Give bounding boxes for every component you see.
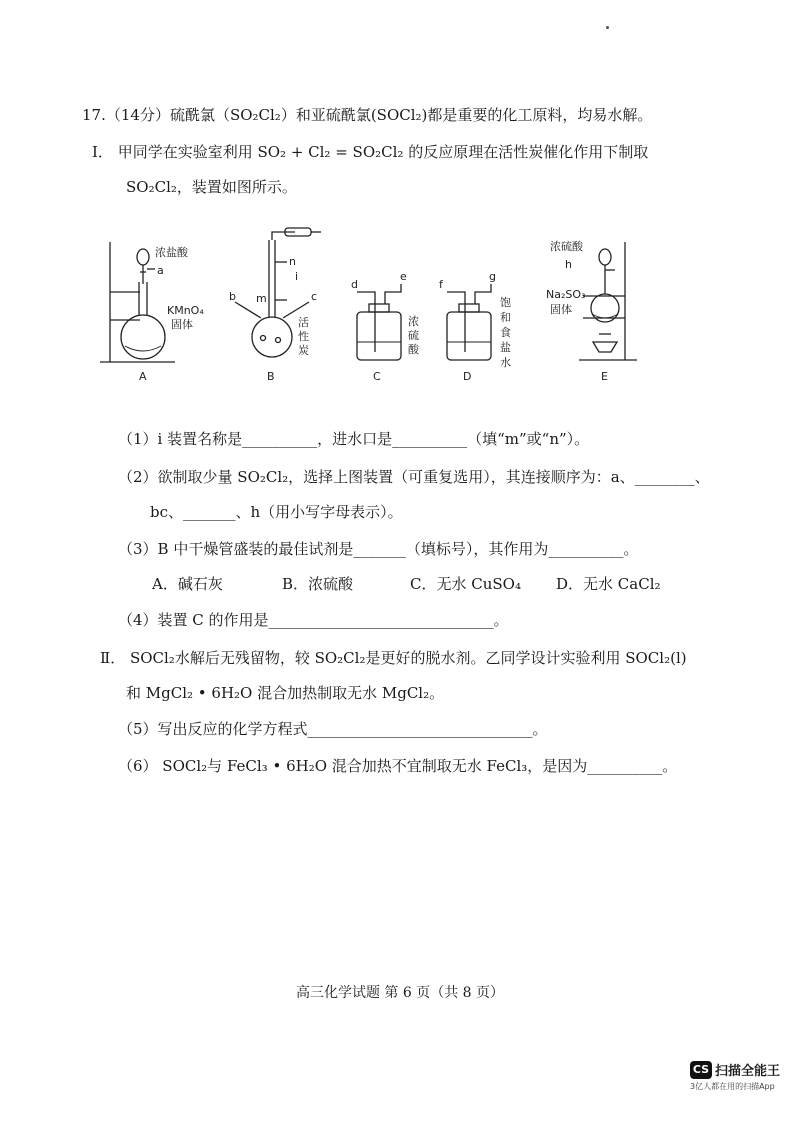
label-m: m	[256, 292, 267, 305]
label-nong: 浓	[408, 315, 419, 328]
apparatus-a	[100, 242, 175, 362]
label-i: i	[295, 270, 299, 283]
label-n: n	[289, 255, 296, 268]
scanner-name: 扫描全能王	[715, 1064, 781, 1079]
subquestion-2-line2: bc、_______、h（用小写字母表示）。	[150, 503, 403, 521]
part2-line2: 和 MgCl₂ • 6H₂O 混合加热制取无水 MgCl₂。	[126, 684, 445, 702]
label-b: b	[229, 290, 236, 303]
label-solid-a: 固体	[171, 318, 193, 331]
apparatus-c	[357, 284, 401, 360]
label-f: f	[439, 278, 443, 291]
question-head: 17.（14分）硫酰氯（SO₂Cl₂）和亚硫酰氯(SOCl₂)都是重要的化工原料，均易水解。	[82, 106, 653, 124]
subquestion-1: （1）i 装置名称是__________，进水口是__________（填“m”或“n”）。	[118, 430, 590, 448]
label-e-app: E	[601, 370, 608, 383]
label-g: g	[489, 270, 496, 283]
label-port-h: h	[565, 258, 572, 271]
subquestion-6: （6） SOCl₂与 FeCl₃ • 6H₂O 混合加热不宜制取无水 FeCl₃，是因为__________。	[118, 757, 678, 775]
page-footer: 高三化学试题 第 6 页（共 8 页）	[295, 985, 505, 1001]
label-c: c	[311, 290, 318, 303]
apparatus-figure	[95, 222, 655, 392]
label-conc-hcl: 浓盐酸	[155, 246, 188, 259]
subquestion-2-line1: （2）欲制取少量 SO₂Cl₂，选择上图装置（可重复选用），其连接顺序为：a、________、	[118, 468, 710, 486]
label-bao: 饱	[500, 296, 511, 309]
subquestion-3: （3）B 中干燥管盛装的最佳试剂是_______（填标号），其作用为__________。	[118, 540, 639, 558]
option-d: D．无水 CaCl₂	[556, 575, 661, 593]
scanner-tagline: 3亿人都在用的扫描App	[690, 1082, 775, 1091]
label-he: 和	[500, 311, 511, 324]
part1-intro-line1: Ⅰ． 甲同学在实验室利用 SO₂ + Cl₂ = SO₂Cl₂ 的反应原理在活性炭催化作用下制取	[92, 143, 649, 161]
label-d: d	[351, 278, 358, 291]
label-e: e	[400, 270, 407, 283]
label-solid-e: 固体	[550, 303, 572, 316]
option-a: A．碱石灰	[152, 575, 223, 593]
part2-line1: Ⅱ． SOCl₂水解后无残留物，较 SO₂Cl₂是更好的脱水剂。乙同学设计实验利用 SOCl₂(l)	[100, 649, 687, 667]
subquestion-4: （4）装置 C 的作用是______________________________。	[118, 611, 509, 629]
label-b-app: B	[267, 370, 275, 383]
label-huo: 活	[298, 316, 309, 329]
subquestion-5: （5）写出反应的化学方程式______________________________。	[118, 720, 548, 738]
label-tan: 炭	[298, 344, 309, 357]
label-xing: 性	[298, 330, 309, 343]
option-b: B．浓硫酸	[282, 575, 354, 593]
label-suan: 酸	[408, 343, 419, 356]
label-a: A	[139, 370, 147, 383]
apparatus-e	[579, 242, 637, 360]
label-liu: 硫	[408, 329, 419, 342]
apparatus-d	[447, 284, 491, 360]
label-port-a: a	[157, 264, 164, 277]
part1-intro-line2: SO₂Cl₂，装置如图所示。	[126, 178, 297, 196]
label-shui: 水	[500, 356, 511, 369]
label-conc-h2so4: 浓硫酸	[550, 240, 583, 253]
label-d-app: D	[463, 370, 472, 383]
option-c: C．无水 CuSO₄	[410, 575, 521, 593]
label-shi: 食	[500, 326, 511, 339]
label-na2so3: Na₂SO₃	[546, 288, 586, 301]
label-kmno4: KMnO₄	[167, 304, 204, 317]
cs-badge-icon: CS	[690, 1061, 712, 1079]
label-yan: 盐	[500, 341, 511, 354]
label-c-app: C	[373, 370, 381, 383]
speck	[606, 26, 609, 29]
scanner-logo	[690, 1059, 780, 1079]
